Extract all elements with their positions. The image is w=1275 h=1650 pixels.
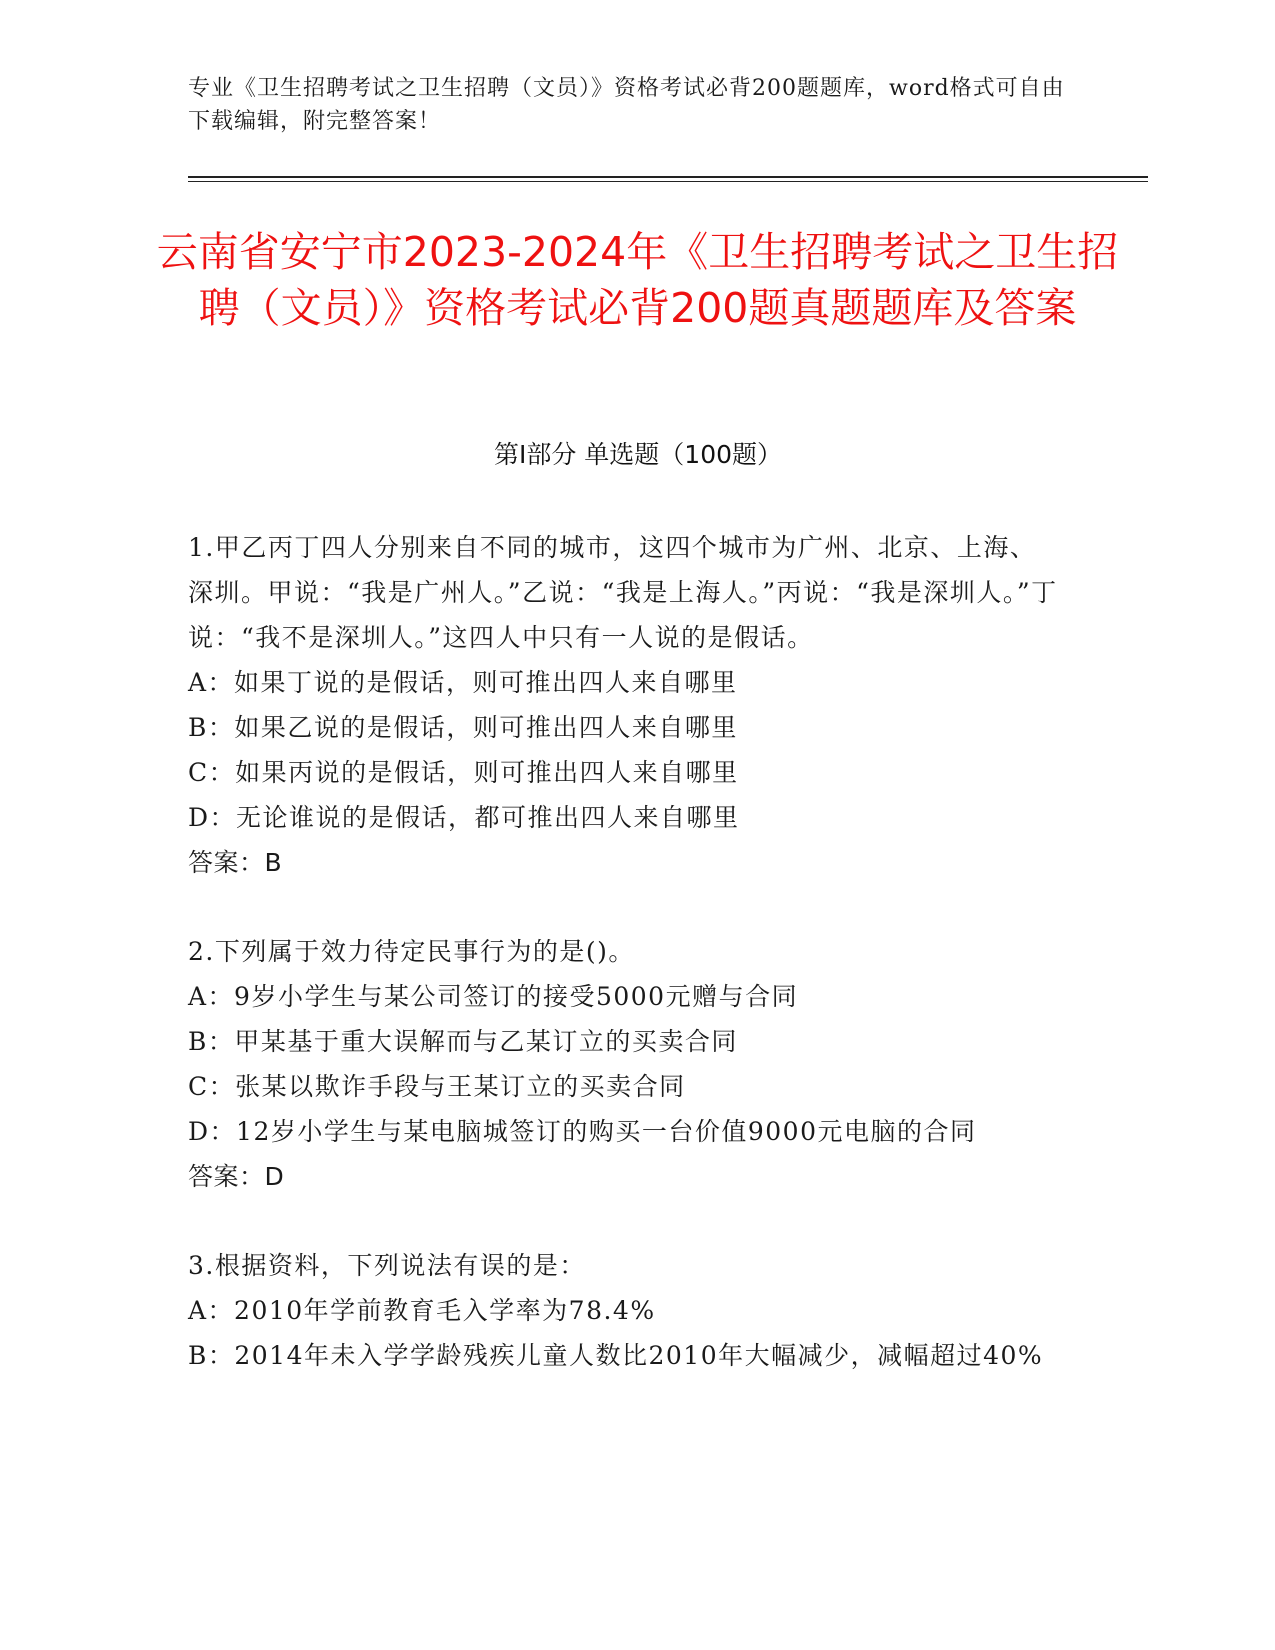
document-title: 云南省安宁市2023-2024年《卫生招聘考试之卫生招聘（文员）》资格考试必背200题真题题库及答案 xyxy=(156,228,1119,332)
option-b: B：如果乙说的是假话，则可推出四人来自哪里 xyxy=(188,713,738,742)
question-3 xyxy=(188,1243,1058,1378)
section-title: 第Ⅰ部分 单选题（100题） xyxy=(493,440,783,469)
question-1 xyxy=(188,525,1058,885)
question-2 xyxy=(188,929,1058,1199)
header-rule-thin xyxy=(188,181,1148,182)
option-c: C：张某以欺诈手段与王某订立的买卖合同 xyxy=(188,1072,686,1101)
option-b: B：2014年未入学学龄残疾儿童人数比2010年大幅减少，减幅超过40% xyxy=(188,1341,1044,1370)
question-gap xyxy=(188,1199,1058,1243)
option-d: D：12岁小学生与某电脑城签订的购买一台价值9000元电脑的合同 xyxy=(188,1117,977,1146)
option-b: B：甲某基于重大误解而与乙某订立的买卖合同 xyxy=(188,1027,738,1056)
question-stem: 2.下列属于效力待定民事行为的是()。 xyxy=(188,937,635,966)
option-a: A：9岁小学生与某公司签订的接受5000元赠与合同 xyxy=(188,982,799,1011)
option-d: D：无论谁说的是假话，都可推出四人来自哪里 xyxy=(188,803,740,832)
question-list xyxy=(188,525,1058,1378)
header-note: 专业《卫生招聘考试之卫生招聘（文员）》资格考试必背200题题库，word格式可自由下载编辑，附完整答案！ xyxy=(188,76,1065,134)
option-a: A：如果丁说的是假话，则可推出四人来自哪里 xyxy=(188,668,738,697)
option-a: A：2010年学前教育毛入学率为78.4% xyxy=(188,1296,656,1325)
option-c: C：如果丙说的是假话，则可推出四人来自哪里 xyxy=(188,758,739,787)
question-gap xyxy=(188,885,1058,929)
question-stem: 3.根据资料，下列说法有误的是： xyxy=(188,1251,586,1280)
header-rule-thick xyxy=(188,176,1148,178)
answer: 答案：B xyxy=(188,848,283,877)
question-stem: 1.甲乙丙丁四人分别来自不同的城市，这四个城市为广州、北京、上海、深圳。甲说：“我是广州人。”乙说：“我是上海人。”丙说：“我是深圳人。”丁说：“我不是深圳人。”这四人中只有一人说的是假话。 xyxy=(188,533,1058,652)
answer: 答案：D xyxy=(188,1162,285,1191)
